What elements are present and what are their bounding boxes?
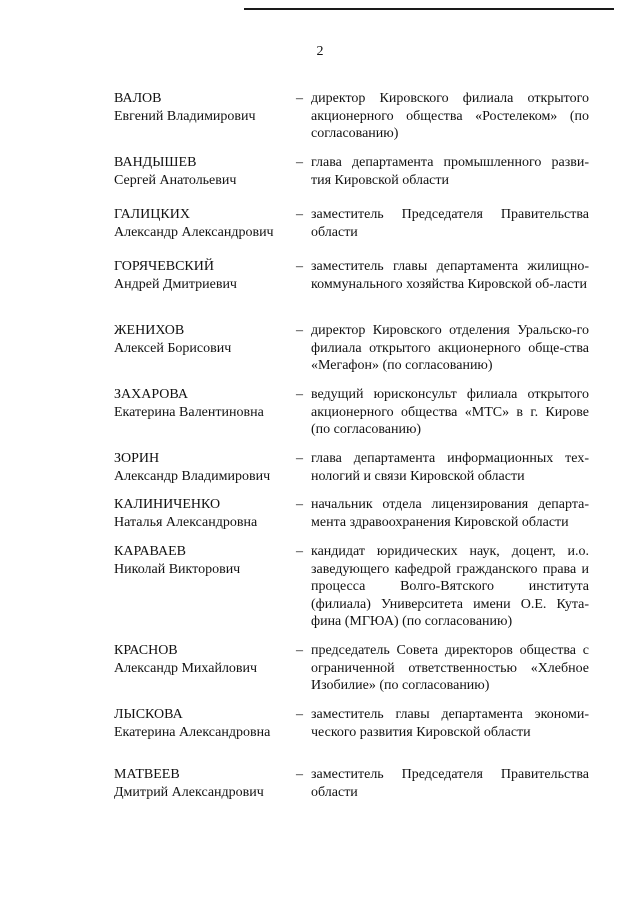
member-name bbox=[114, 154, 299, 189]
member-role: глава департамента информационных тех-нологий и связи Кировской области bbox=[311, 451, 589, 484]
member-given-names: Евгений Владимирович bbox=[114, 108, 256, 124]
member-role: заместитель Председателя Правительства области bbox=[311, 767, 589, 800]
member-given-names: Наталья Александровна bbox=[114, 514, 258, 530]
member-surname: КРАСНОВ bbox=[114, 643, 178, 658]
member-role: кандидат юридических наук, доцент, и.о. заведующего кафедрой гражданского права и процесса Волго-Вятского института (филиала) Университета имени О.Е. Кута-фина (МГЮА) (по согласованию) bbox=[311, 544, 589, 629]
member-given-names: Николай Викторович bbox=[114, 561, 241, 577]
member-surname: ВАЛОВ bbox=[114, 91, 162, 106]
separator-dash: – bbox=[296, 767, 303, 782]
member-name bbox=[114, 386, 299, 421]
member-role: заместитель Председателя Правительства области bbox=[311, 207, 589, 240]
member-role: директор Кировского отделения Уральско-го филиала открытого акционерного обще-ства «Мегафон» (по согласованию) bbox=[311, 323, 589, 373]
member-surname: ЗОРИН bbox=[114, 451, 160, 466]
member-given-names: Дмитрий Александрович bbox=[114, 784, 264, 800]
member-surname: МАТВЕЕВ bbox=[114, 767, 180, 782]
member-name bbox=[114, 766, 299, 801]
member-name bbox=[114, 450, 299, 485]
page-number: 2 bbox=[316, 44, 324, 59]
separator-dash: – bbox=[296, 207, 303, 222]
member-name bbox=[114, 496, 299, 531]
member-surname: ВАНДЫШЕВ bbox=[114, 155, 197, 170]
member-name bbox=[114, 206, 299, 241]
member-given-names: Алексей Борисович bbox=[114, 340, 232, 356]
separator-dash: – bbox=[296, 259, 303, 274]
member-role: заместитель главы департамента жилищно-коммунального хозяйства Кировской об-ласти bbox=[311, 259, 589, 292]
member-surname: ЗАХАРОВА bbox=[114, 387, 188, 402]
member-role: заместитель главы департамента экономи-ческого развития Кировской области bbox=[311, 707, 589, 740]
member-role: глава департамента промышленного разви-тия Кировской области bbox=[311, 155, 589, 188]
member-name bbox=[114, 258, 299, 293]
member-surname: ЛЫСКОВА bbox=[114, 707, 183, 722]
member-given-names: Александр Александрович bbox=[114, 224, 274, 240]
member-name bbox=[114, 642, 299, 677]
member-surname: ГАЛИЦКИХ bbox=[114, 207, 190, 222]
separator-dash: – bbox=[296, 451, 303, 466]
member-name bbox=[114, 90, 299, 125]
member-role: председатель Совета директоров общества с ограниченной ответственностью «Хлебное Изобилие» (по согласованию) bbox=[311, 643, 589, 693]
member-given-names: Александр Владимирович bbox=[114, 468, 271, 484]
member-surname: ЖЕНИХОВ bbox=[114, 323, 185, 338]
member-name bbox=[114, 706, 299, 741]
separator-dash: – bbox=[296, 91, 303, 106]
member-role: директор Кировского филиала открытого акционерного общества «Ростелеком» (по согласованию) bbox=[311, 91, 589, 141]
separator-dash: – bbox=[296, 544, 303, 559]
member-role: ведущий юрисконсульт филиала открытого акционерного общества «МТС» в г. Кирове (по согласованию) bbox=[311, 387, 589, 437]
member-given-names: Сергей Анатольевич bbox=[114, 172, 237, 188]
separator-dash: – bbox=[296, 387, 303, 402]
member-surname: ГОРЯЧЕВСКИЙ bbox=[114, 259, 214, 274]
separator-dash: – bbox=[296, 707, 303, 722]
separator-dash: – bbox=[296, 643, 303, 658]
separator-dash: – bbox=[296, 323, 303, 338]
member-given-names: Александр Михайлович bbox=[114, 660, 258, 676]
member-role: начальник отдела лицензирования департа-мента здравоохранения Кировской области bbox=[311, 497, 589, 530]
member-name bbox=[114, 543, 299, 578]
member-surname: КАЛИНИЧЕНКО bbox=[114, 497, 221, 512]
member-given-names: Екатерина Александровна bbox=[114, 724, 271, 740]
separator-dash: – bbox=[296, 155, 303, 170]
member-name bbox=[114, 322, 299, 357]
member-surname: КАРАВАЕВ bbox=[114, 544, 187, 559]
separator-dash: – bbox=[296, 497, 303, 512]
member-given-names: Екатерина Валентиновна bbox=[114, 404, 264, 420]
member-given-names: Андрей Дмитриевич bbox=[114, 276, 237, 292]
